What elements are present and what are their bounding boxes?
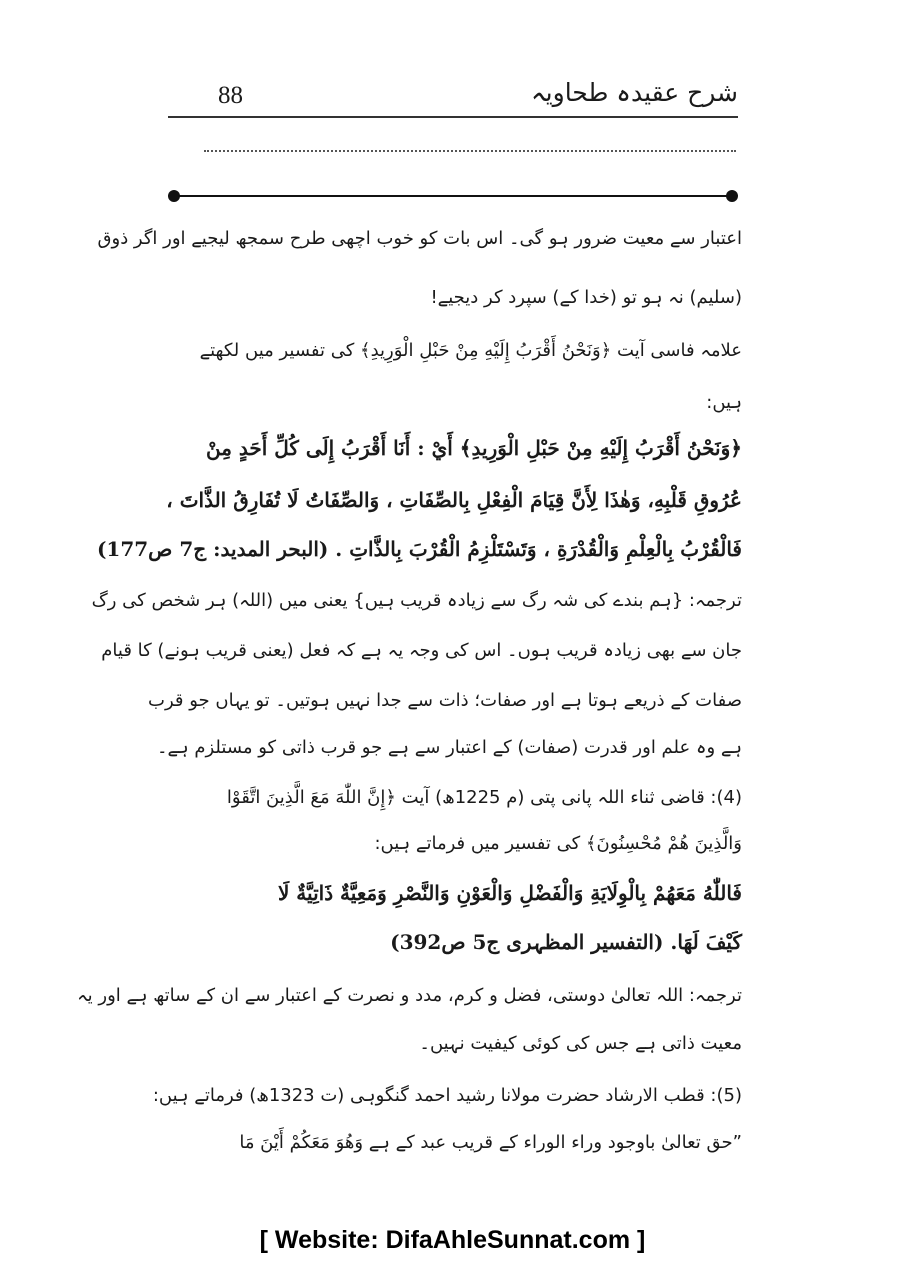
arabic-quote-line: كَيْفَ لَهَا. (التفسیر المظہری ج5 ص392) xyxy=(390,930,742,954)
book-title: شرح عقیدہ طحاویہ xyxy=(531,78,738,107)
translation-line: ہے وہ علم اور قدرت (صفات) کے اعتبار سے ہے جو قرب ذاتی کو مستلزم ہے۔ xyxy=(156,737,742,758)
translation-line: معیت ذاتی ہے جس کی کوئی کیفیت نہیں۔ xyxy=(419,1033,742,1054)
header-rule xyxy=(168,116,738,118)
arabic-quote-line: عُرُوقِ قَلْبِهِ، وَهٰذَا لِأَنَّ قِيَامَ الْفِعْلِ بِالصِّفَاتِ ، وَالصِّفَاتُ لَا تُفَارِقُ الذَّاتَ ، xyxy=(166,488,742,512)
text-line: وَالَّذِينَ هُمْ مُحْسِنُونَ﴾ کی تفسیر میں فرماتے ہیں: xyxy=(374,833,742,854)
arabic-quote-line: ﴿وَنَحْنُ أَقْرَبُ إِلَيْهِ مِنْ حَبْلِ الْوَرِيدِ﴾ أَيْ : أَنَا أَقْرَبُ إِلَى كُلِّ أَحَدٍ مِنْ xyxy=(205,436,742,460)
bullet-divider xyxy=(168,190,738,202)
translation-line: جان سے بھی زیادہ قریب ہوں۔ اس کی وجہ یہ ہے کہ فعل (یعنی قریب ہونے) کا قیام xyxy=(101,640,742,661)
page-header xyxy=(168,78,738,118)
text-line: (4): قاضی ثناء اللہ پانی پتی (م 1225ھ) آیت ﴿إِنَّ اللّٰهَ مَعَ الَّذِينَ اتَّقَوْا xyxy=(226,787,742,808)
divider-dot-right xyxy=(726,190,738,202)
page-number: 88 xyxy=(218,82,243,109)
text-line: ہیں: xyxy=(706,392,742,413)
arabic-quote-line: فَاللّٰهُ مَعَهُمْ بِالْوِلَايَةِ وَالْفَضْلِ وَالْعَوْنِ وَالنَّصْرِ وَمَعِيَّةٌ ذَاتِيَّةٌ لَا xyxy=(277,881,742,905)
divider-line xyxy=(174,195,732,197)
text-line: (5): قطب الارشاد حضرت مولانا رشید احمد گنگوہی (ت 1323ھ) فرماتے ہیں: xyxy=(152,1085,742,1106)
text-line: ”حق تعالیٰ باوجود وراء الوراء کے قریب عبد کے ہے وَهُوَ مَعَكُمْ أَيْنَ مَا xyxy=(239,1132,742,1153)
translation-line: ترجمہ: اللہ تعالیٰ دوستی، فضل و کرم، مدد و نصرت کے اعتبار سے ان کے ساتھ ہے اور یہ xyxy=(77,985,742,1006)
website-footer: [ Website: DifaAhleSunnat.com ] xyxy=(259,1226,646,1254)
dotted-rule xyxy=(204,150,736,152)
text-line: اعتبار سے معیت ضرور ہو گی۔ اس بات کو خوب اچھی طرح سمجھ لیجیے اور اگر ذوق xyxy=(97,228,742,249)
translation-line: ترجمہ: {ہم بندے کی شہ رگ سے زیادہ قریب ہیں} یعنی میں (اللہ) ہر شخص کی رگ xyxy=(91,590,742,611)
text-line: علامہ فاسی آیت ﴿وَنَحْنُ أَقْرَبُ إِلَيْهِ مِنْ حَبْلِ الْوَرِيدِ﴾ کی تفسیر میں لکھتے xyxy=(199,340,742,361)
translation-line: صفات کے ذریعے ہوتا ہے اور صفات؛ ذات سے جدا نہیں ہوتیں۔ تو یہاں جو قرب xyxy=(148,690,742,711)
text-line: (سلیم) نہ ہو تو (خدا کے) سپرد کر دیجیے! xyxy=(430,287,742,308)
divider-dot-left xyxy=(168,190,180,202)
arabic-quote-line: فَالْقُرْبُ بِالْعِلْمِ وَالْقُدْرَةِ ، وَتَسْتَلْزِمُ الْقُرْبَ بِالذَّاتِ . (البحر المدید: ج7 ص177) xyxy=(96,537,742,561)
